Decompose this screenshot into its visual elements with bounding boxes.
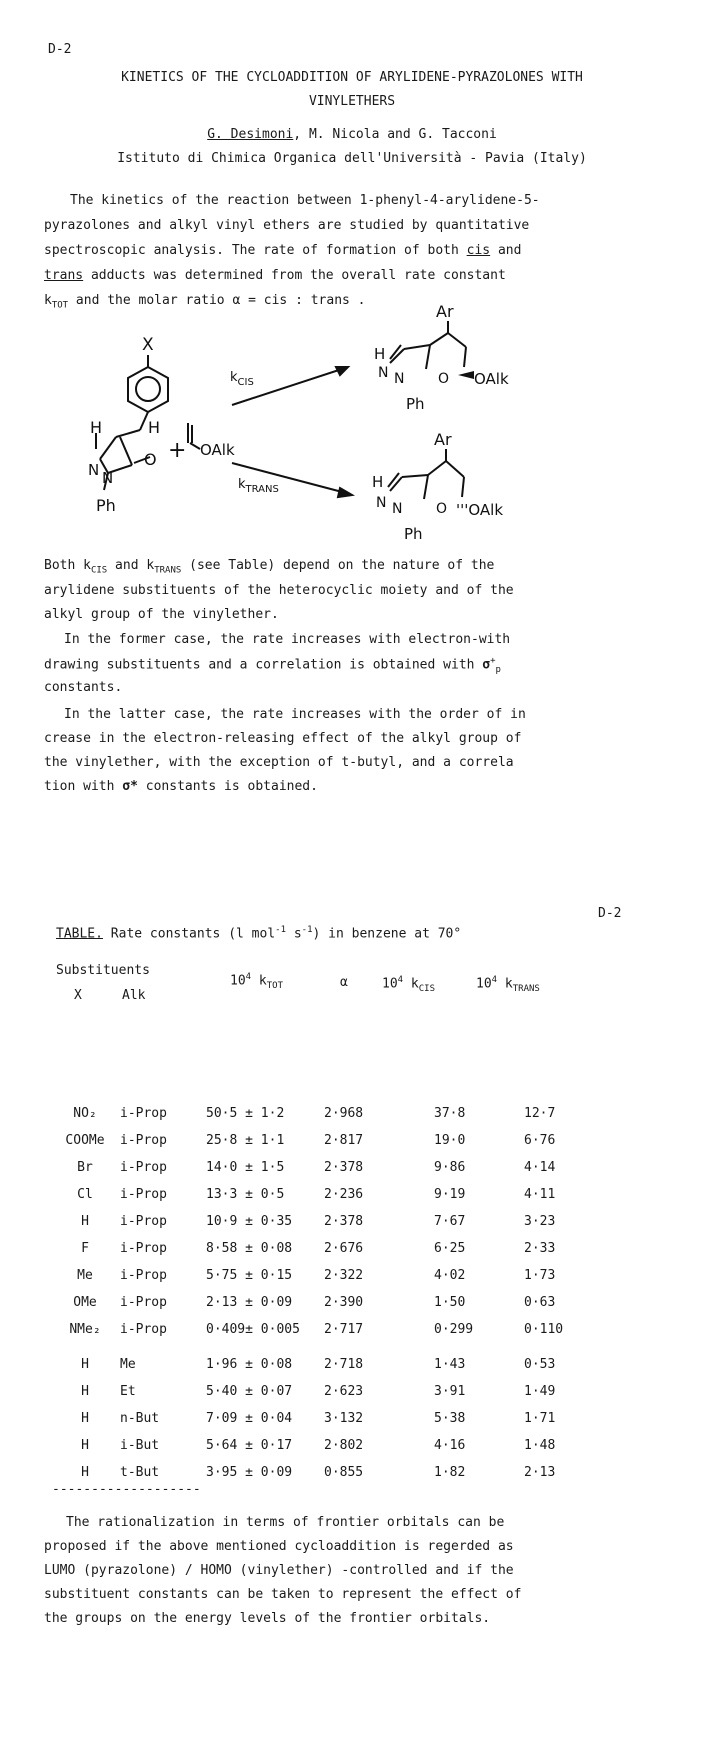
table-row [56, 1154, 594, 1181]
table-row [56, 1208, 594, 1235]
conclusion-line-3: LUMO (pyrazolone) / HOMO (vinylether) -controlled and if the [44, 1563, 514, 1578]
cell-alk: Me [120, 1357, 136, 1372]
cell-ktot: 13·3 ± 0·5 [206, 1187, 285, 1202]
cell-ktot: 5·64 ± 0·17 [206, 1438, 293, 1453]
n-label-trans-1: N [376, 495, 387, 511]
o-label-cis: O [438, 371, 450, 387]
cell-kcis: 1·82 [434, 1465, 466, 1480]
cell-alpha: 2·676 [324, 1241, 364, 1256]
ph-label-trans: Ph [404, 525, 423, 543]
cell-ktrans: 0·53 [524, 1357, 556, 1372]
cell-alk: i-Prop [120, 1160, 167, 1175]
cell-kcis: 6·25 [434, 1241, 466, 1256]
cell-alpha: 2·390 [324, 1295, 364, 1310]
cell-alpha: 2·236 [324, 1187, 364, 1202]
table-row [56, 1378, 594, 1405]
cell-kcis: 9·86 [434, 1160, 466, 1175]
n-label-cis-2: N [394, 371, 405, 387]
cell-x: Br [77, 1160, 93, 1175]
cell-alk: i-Prop [120, 1214, 167, 1229]
k-trans-label: $k_{TRANS}$ [238, 477, 279, 495]
header-substituents: Substituents [56, 963, 150, 978]
conclusion-line-5: the groups on the energy levels of the frontier orbitals. [44, 1611, 491, 1626]
cell-alpha: 2·378 [324, 1214, 364, 1229]
header-ktot: $10^4$ $k_{TOT}$ [230, 972, 283, 991]
cell-ktot: 0·409± 0·005 [206, 1322, 300, 1337]
cell-x: OMe [73, 1295, 97, 1310]
table-row [56, 1343, 594, 1378]
oalk-label-reactant: OAlk [200, 441, 235, 459]
cell-ktrans: 1·73 [524, 1268, 556, 1283]
cell-kcis: 3·91 [434, 1384, 466, 1399]
plus-sign: + [168, 438, 187, 463]
discussion-p3-line-4: tion with σ* constants is obtained. [44, 779, 318, 794]
discussion-p2-line-1: In the former case, the rate increases with electron-with [64, 632, 511, 647]
trans-word: trans [44, 268, 84, 283]
cell-alk: i-Prop [120, 1241, 167, 1256]
o-label-trans: O [436, 501, 448, 517]
table-caption: TABLE. Rate constants (l mol$^{-1}$ $s^{-1}$) in benzene at 70° [56, 925, 462, 942]
ar-label-cis: Ar [436, 302, 454, 321]
cell-alk: i-Prop [120, 1106, 167, 1121]
cell-kcis: 0·299 [434, 1322, 474, 1337]
cell-ktrans: 4·14 [524, 1160, 556, 1175]
cell-alk: i-Prop [120, 1295, 167, 1310]
cell-ktot: 5·40 ± 0·07 [206, 1384, 293, 1399]
cell-alpha: 2·817 [324, 1133, 364, 1148]
h-label-reactant: H [90, 418, 103, 437]
header-alpha: α [340, 975, 348, 990]
o-label-carbonyl: O [144, 450, 157, 469]
cell-x: COOMe [65, 1133, 105, 1148]
title-line-1: KINETICS OF THE CYCLOADDITION OF ARYLIDENE-PYRAZOLONES WITH [121, 70, 583, 85]
author-others: , M. Nicola and G. Tacconi [293, 127, 497, 142]
header-kcis: $10^4$ $k_{CIS}$ [382, 975, 435, 994]
cell-kcis: 9·19 [434, 1187, 466, 1202]
cell-kcis: 5·38 [434, 1411, 466, 1426]
abstract-line-3: spectroscopic analysis. The rate of formation of both cis and [44, 243, 522, 258]
cell-ktrans: 1·49 [524, 1384, 556, 1399]
cell-x: H [81, 1214, 89, 1229]
cell-ktrans: 0·110 [524, 1322, 564, 1337]
x-substituent-label: X [142, 335, 154, 355]
oalk-label-cis: OAlk [474, 370, 509, 388]
cell-ktrans: 6·76 [524, 1133, 556, 1148]
n-label-cis-1: N [378, 365, 389, 381]
n-label-trans-2: N [392, 501, 403, 517]
cell-alpha: 3·132 [324, 1411, 364, 1426]
cell-x: Cl [77, 1187, 93, 1202]
abstract-line-1: The kinetics of the reaction between 1-phenyl-4-arylidene-5- [70, 193, 540, 208]
ph-label-cis: Ph [406, 395, 425, 413]
table-row [56, 1316, 594, 1343]
cell-kcis: 4·02 [434, 1268, 466, 1283]
cell-kcis: 19·0 [434, 1133, 466, 1148]
table-row [56, 1100, 594, 1127]
cell-alpha: 2·322 [324, 1268, 364, 1283]
cell-ktrans: 0·63 [524, 1295, 556, 1310]
author-desimoni: G. Desimoni [207, 127, 294, 142]
authors [0, 127, 704, 142]
cell-x: H [81, 1357, 89, 1372]
affiliation: Istituto di Chimica Organica dell'Università - Pavia (Italy) [117, 151, 587, 166]
cell-ktrans: 12·7 [524, 1106, 556, 1121]
discussion-p1-line-3: alkyl group of the vinylether. [44, 607, 279, 622]
rate-constants-table [56, 1100, 594, 1486]
page-label-table: D-2 [598, 906, 622, 921]
cell-ktrans: 1·71 [524, 1411, 556, 1426]
cell-ktot: 5·75 ± 0·15 [206, 1268, 293, 1283]
cell-ktot: 3·95 ± 0·09 [206, 1465, 293, 1480]
cell-x: H [81, 1438, 89, 1453]
n-label-2: N [102, 469, 114, 487]
header-ktrans: $10^4$ $k_{TRANS}$ [476, 975, 540, 994]
ph-label-reactant: Ph [96, 496, 116, 515]
h-label-cis: H [374, 345, 386, 363]
title-line-2: VINYLETHERS [308, 94, 396, 109]
cell-alpha: 2·968 [324, 1106, 364, 1121]
table-row [56, 1432, 594, 1459]
cell-alk: n-But [120, 1411, 160, 1426]
cell-ktrans: 3·23 [524, 1214, 556, 1229]
cell-alk: Et [120, 1384, 136, 1399]
cell-alk: i-Prop [120, 1322, 167, 1337]
cell-ktrans: 2·13 [524, 1465, 556, 1480]
table-row [56, 1405, 594, 1432]
table-row [56, 1235, 594, 1262]
n-label-1: N [88, 461, 100, 479]
discussion-p1-line-1: Both $k_{CIS}$ and $k_{TRANS}$ (see Table) depend on the nature of the [44, 558, 495, 576]
header-x: X [74, 988, 82, 1003]
cell-ktot: 10·9 ± 0·35 [206, 1214, 293, 1229]
k-cis-label: $k_{CIS}$ [230, 370, 254, 388]
cell-ktot: 8·58 ± 0·08 [206, 1241, 293, 1256]
cell-alk: i-But [120, 1438, 160, 1453]
cell-alpha: 2·718 [324, 1357, 364, 1372]
header-alk: Alk [122, 988, 146, 1003]
cis-word: cis [466, 243, 491, 258]
conclusion-line-1: The rationalization in terms of frontier orbitals can be [66, 1515, 505, 1530]
cell-x: NO₂ [73, 1106, 97, 1121]
discussion-p3-line-1: In the latter case, the rate increases with the order of in [64, 707, 526, 722]
cell-alk: i-Prop [120, 1187, 167, 1202]
cell-alk: t-But [120, 1465, 160, 1480]
cell-alpha: 2·717 [324, 1322, 364, 1337]
discussion-p3-line-3: the vinylether, with the exception of t-butyl, and a correla [44, 755, 514, 770]
page-label: D-2 [48, 42, 72, 57]
table-row [56, 1262, 594, 1289]
cell-ktot: 25·8 ± 1·1 [206, 1133, 285, 1148]
cell-x: F [81, 1241, 89, 1256]
cell-ktot: 2·13 ± 0·09 [206, 1295, 293, 1310]
table-row [56, 1181, 594, 1208]
cell-kcis: 1·43 [434, 1357, 466, 1372]
discussion-p1-line-2: arylidene substituents of the heterocyclic moiety and of the [44, 583, 514, 598]
cell-alpha: 2·623 [324, 1384, 364, 1399]
arylidene-pyrazolone-structure [96, 335, 168, 490]
cell-kcis: 1·50 [434, 1295, 466, 1310]
conclusion-line-2: proposed if the above mentioned cycloaddition is regerded as [44, 1539, 514, 1554]
wedge-bond-cis [458, 371, 474, 379]
table-bottom-rule: ------------------- [52, 1482, 201, 1497]
abstract-line-5: $k_{TOT}$ and the molar ratio α = cis : trans . [44, 293, 366, 311]
cell-ktot: 50·5 ± 1·2 [206, 1106, 285, 1121]
cell-alpha: 2·802 [324, 1438, 364, 1453]
cell-x: NMe₂ [69, 1322, 101, 1337]
conclusion-line-4: substituent constants can be taken to represent the effect of [44, 1587, 522, 1602]
cell-ktot: 7·09 ± 0·04 [206, 1411, 293, 1426]
h-label-methylidene: H [148, 418, 161, 437]
cell-x: H [81, 1465, 89, 1480]
table-row [56, 1127, 594, 1154]
trans-adduct-structure [388, 449, 464, 499]
cell-ktot: 1·96 ± 0·08 [206, 1357, 293, 1372]
cell-kcis: 4·16 [434, 1438, 466, 1453]
discussion-p3-line-2: crease in the electron-releasing effect of the alkyl group of [44, 731, 522, 746]
cell-ktrans: 4·11 [524, 1187, 556, 1202]
cell-ktot: 14·0 ± 1·5 [206, 1160, 285, 1175]
h-label-trans: H [372, 473, 384, 491]
cell-x: Me [77, 1268, 93, 1283]
cell-alpha: 2·378 [324, 1160, 364, 1175]
cell-kcis: 37·8 [434, 1106, 466, 1121]
table-row [56, 1289, 594, 1316]
abstract-line-2: pyrazolones and alkyl vinyl ethers are studied by quantitative [44, 218, 530, 233]
cell-ktrans: 1·48 [524, 1438, 556, 1453]
cell-alpha: 0·855 [324, 1465, 364, 1480]
discussion-p2-line-2: drawing substituents and a correlation is obtained with $\sigma^+_p$ [44, 656, 501, 675]
abstract-line-4: trans adducts was determined from the overall rate constant [44, 268, 506, 283]
vinyl-ether-structure [188, 423, 200, 449]
cis-adduct-structure [390, 321, 466, 369]
cell-kcis: 7·67 [434, 1214, 466, 1229]
cell-ktrans: 2·33 [524, 1241, 556, 1256]
ar-label-trans: Ar [434, 430, 452, 449]
discussion-p2-line-3: constants. [44, 680, 123, 695]
cell-x: H [81, 1411, 89, 1426]
cell-x: H [81, 1384, 89, 1399]
cell-alk: i-Prop [120, 1268, 167, 1283]
cell-alk: i-Prop [120, 1133, 167, 1148]
oalk-label-trans: '''OAlk [456, 501, 504, 519]
